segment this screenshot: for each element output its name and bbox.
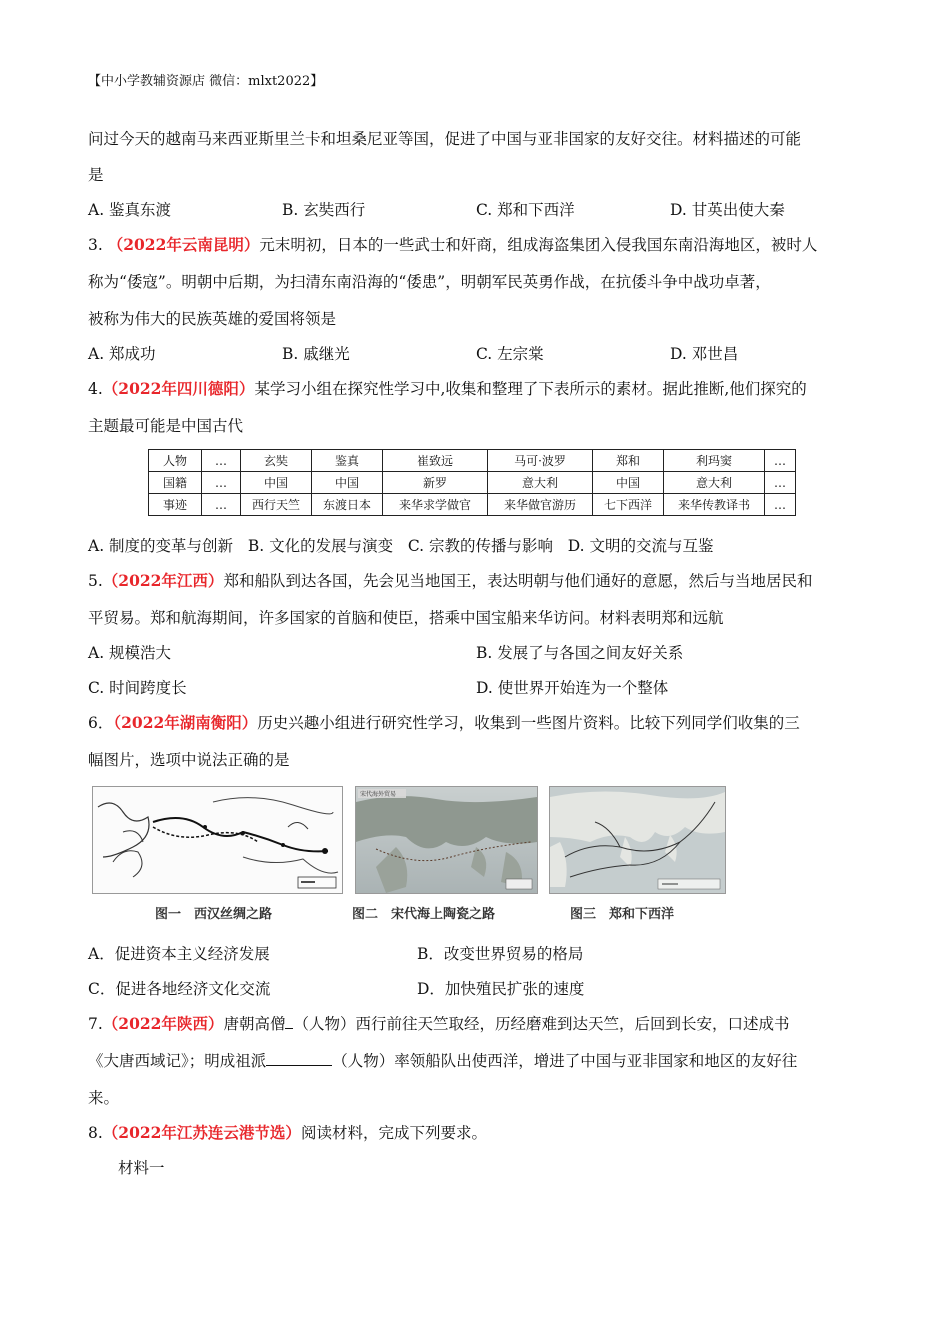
q4-text-line2: 主题最可能是中国古代: [88, 417, 244, 435]
table-cell: …: [202, 450, 241, 472]
q8-stem: 阅读材料，完成下列要求。: [300, 1124, 487, 1142]
q3-number: 3.: [88, 236, 108, 254]
q5-option-a: A. 规模浩大: [88, 644, 172, 662]
q3-source: （2022年云南昆明）: [107, 235, 260, 254]
q7-stem-a: 唐朝高僧: [223, 1015, 286, 1033]
q7-text-line3: 来。: [88, 1089, 120, 1107]
page-header: 【中小学教辅资源店 微信：mlxt2022】: [88, 74, 324, 89]
q8-text-line1: [88, 1123, 487, 1143]
table-cell: 意大利: [664, 472, 765, 494]
table-cell: 七下西洋: [593, 494, 664, 516]
q7-stem-c: 《大唐西域记》；明成祖派: [88, 1052, 267, 1070]
table-cell: 事迹: [149, 494, 202, 516]
q7-text-line2: [88, 1051, 797, 1071]
q7-blank-2[interactable]: [266, 1051, 332, 1066]
table-cell: …: [765, 472, 796, 494]
q5-option-b: B. 发展了与各国之间友好关系: [476, 644, 684, 662]
table-cell: 马可·波罗: [488, 450, 593, 472]
q5-source: （2022年江西）: [102, 571, 224, 590]
table-cell: …: [202, 494, 241, 516]
table-cell: …: [765, 494, 796, 516]
table-cell: 鉴真: [312, 450, 383, 472]
table-cell: 来华传教译书: [664, 494, 765, 516]
q8-number: 8.: [88, 1124, 103, 1142]
q2-text-line2: 是: [88, 166, 104, 184]
q6-number: 6．: [88, 714, 114, 732]
table-cell: 中国: [312, 472, 383, 494]
q5-text-line2: 平贸易。郑和航海期间，许多国家的首脑和使臣，搭乘中国宝船来华访问。材料表明郑和远航: [88, 609, 724, 627]
map2-title: 宋代海外贸易: [360, 791, 397, 798]
figure-caption-1: 图一 西汉丝绸之路: [155, 907, 273, 922]
q4-stem: 某学习小组在探究性学习中,收集和整理了下表所示的素材。据此推断,他们探究的: [254, 380, 807, 398]
table-cell: 玄奘: [241, 450, 312, 472]
q4-options: A. 制度的变革与创新 B. 文化的发展与演变 C. 宗教的传播与影响 D. 文明的交流与互鉴: [88, 537, 714, 555]
q4-source: （2022年四川德阳）: [102, 379, 255, 398]
q6-option-c: C．促进各地经济文化交流: [88, 980, 271, 998]
q6-text-line2: 幅图片，选项中说法正确的是: [88, 751, 290, 769]
q5-option-c: C. 时间跨度长: [88, 679, 187, 697]
q8-material-label: 材料一: [118, 1159, 165, 1177]
q6-stem: 历史兴趣小组进行研究性学习，收集到一些图片资料。比较下列同学们收集的三: [257, 714, 800, 732]
q2-option-b: B. 玄奘西行: [282, 201, 366, 219]
q3-text-line1: [88, 235, 817, 255]
q4-text-line1: [88, 379, 807, 399]
figure-caption-3: 图三 郑和下西洋: [570, 907, 675, 922]
table-cell: 意大利: [488, 472, 593, 494]
q6-option-d: D．加快殖民扩张的速度: [417, 980, 585, 998]
table-cell: 中国: [241, 472, 312, 494]
q5-stem: 郑和船队到达各国，先会见当地国王，表达明朝与他们通好的意愿，然后与当地居民和: [223, 572, 813, 590]
q3-option-a: A. 郑成功: [88, 345, 156, 363]
q4-number: 4.: [88, 380, 103, 398]
q2-option-a: A. 鉴真东渡: [88, 201, 172, 219]
table-cell: …: [202, 472, 241, 494]
q7-stem-b: （人物）西行前往天竺取经，历经磨难到达天竺，后回到长安，口述成书: [293, 1015, 790, 1033]
q7-text-line1: [88, 1014, 789, 1034]
table-cell: 崔致远: [383, 450, 488, 472]
maritime-ceramics-map: [355, 786, 538, 894]
table-cell: 西行天竺: [241, 494, 312, 516]
q3-stem: 元末明初，日本的一些武士和奸商，组成海盗集团入侵我国东南沿海地区，被时人: [259, 236, 818, 254]
table-cell: 来华求学做官: [383, 494, 488, 516]
q6-option-a: A．促进资本主义经济发展: [88, 945, 270, 963]
q3-option-c: C. 左宗棠: [476, 345, 544, 363]
q8-source: （2022年江苏连云港节选）: [102, 1123, 301, 1142]
table-cell: 新罗: [383, 472, 488, 494]
table-cell: 利玛窦: [664, 450, 765, 472]
table-cell: …: [765, 450, 796, 472]
q7-source: （2022年陕西）: [102, 1014, 224, 1033]
q6-source: （2022年湖南衡阳）: [113, 713, 258, 732]
q3-option-d: D. 邓世昌: [670, 345, 739, 363]
figure-caption-2: 图二 宋代海上陶瓷之路: [352, 907, 496, 922]
q2-option-d: D. 甘英出使大秦: [670, 201, 785, 219]
q6-option-b: B．改变世界贸易的格局: [417, 945, 584, 963]
table-cell: 东渡日本: [312, 494, 383, 516]
q3-text-line2: 称为“倭寇”。明朝中后期，为扫清东南沿海的“倭患”，明朝军民英勇作战，在抗倭斗争中战功卓著，: [88, 273, 771, 291]
table-cell: 中国: [593, 472, 664, 494]
q5-text-line1: [88, 571, 812, 591]
q3-text-line3: 被称为伟大的民族英雄的爱国将领是: [88, 310, 337, 328]
table-row: [149, 494, 796, 516]
q2-text-line1: 问过今天的越南马来西亚斯里兰卡和坦桑尼亚等国，促进了中国与亚非国家的友好交往。材料描述的可能: [88, 130, 802, 148]
zheng-he-voyages-map: [549, 786, 726, 894]
table-cell: 人物: [149, 450, 202, 472]
table-cell: 国籍: [149, 472, 202, 494]
q5-option-d: D. 使世界开始连为一个整体: [476, 679, 669, 697]
q3-option-b: B. 戚继光: [282, 345, 350, 363]
q5-number: 5.: [88, 572, 103, 590]
silk-road-map: [92, 786, 343, 894]
q4-material-table: [148, 449, 796, 516]
table-row: [149, 472, 796, 494]
q7-number: 7.: [88, 1015, 103, 1033]
table-row: [149, 450, 796, 472]
q2-option-c: C. 郑和下西洋: [476, 201, 575, 219]
q7-stem-d: （人物）率领船队出使西洋，增进了中国与亚非国家和地区的友好往: [332, 1052, 798, 1070]
table-cell: 郑和: [593, 450, 664, 472]
q6-text-line1: [88, 713, 800, 733]
table-cell: 来华做官游历: [488, 494, 593, 516]
